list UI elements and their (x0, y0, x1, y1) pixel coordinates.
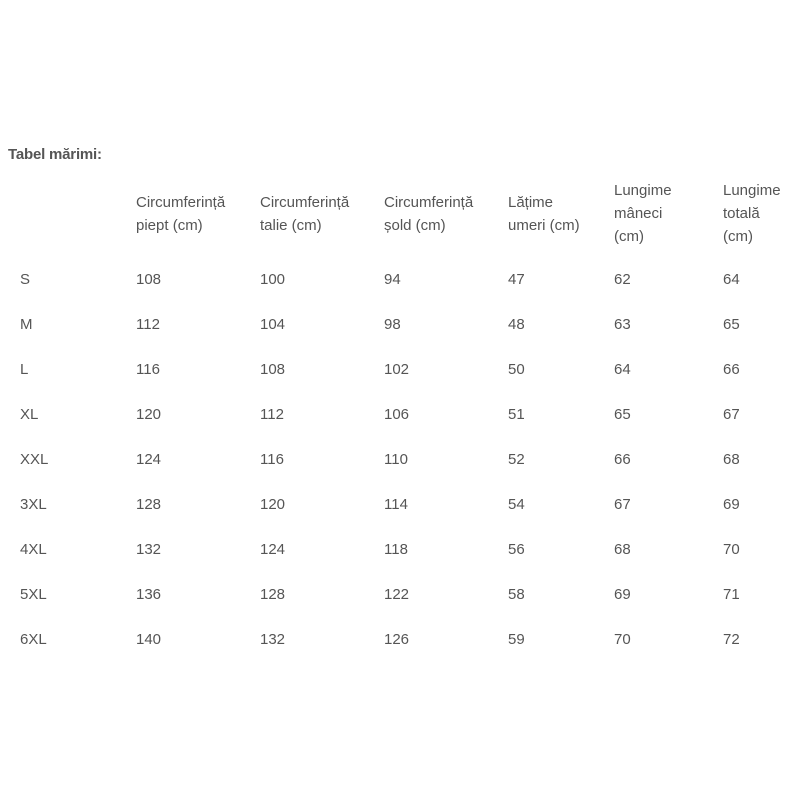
table-cell: 116 (136, 361, 160, 378)
column-header: Circumferință șold (cm) (384, 194, 474, 234)
table-cell: 140 (136, 631, 162, 648)
table-cell: 94 (384, 271, 401, 288)
table-cell: 98 (384, 316, 401, 333)
table-cell: 112 (260, 406, 284, 423)
table-cell: 122 (384, 586, 410, 603)
table-cell: 58 (508, 586, 525, 603)
table-cell: 116 (260, 451, 284, 468)
column-header: Lungime totală (cm) (723, 182, 781, 245)
column-header: Lățime umeri (cm) (508, 194, 580, 234)
size-label: L (20, 361, 29, 378)
table-cell: 65 (723, 316, 740, 333)
table-cell: 70 (723, 541, 740, 558)
table-cell: 104 (260, 316, 286, 333)
table-cell: 110 (384, 451, 408, 468)
size-label: 5XL (20, 586, 47, 603)
table-cell: 68 (723, 451, 740, 468)
column-header: Circumferință talie (cm) (260, 194, 350, 234)
table-cell: 47 (508, 271, 525, 288)
table-cell: 50 (508, 361, 525, 378)
size-label: M (20, 316, 33, 333)
size-label: 3XL (20, 496, 47, 513)
table-cell: 67 (614, 496, 631, 513)
table-cell: 63 (614, 316, 631, 333)
table-cell: 102 (384, 361, 410, 378)
table-cell: 48 (508, 316, 525, 333)
table-cell: 118 (384, 541, 408, 558)
table-cell: 65 (614, 406, 631, 423)
size-table-title: Tabel mărimi: (8, 146, 102, 163)
table-cell: 69 (723, 496, 740, 513)
table-cell: 128 (260, 586, 286, 603)
table-cell: 120 (260, 496, 286, 513)
table-cell: 71 (723, 586, 740, 603)
table-cell: 68 (614, 541, 631, 558)
column-header: Lungime mâneci (cm) (614, 182, 672, 245)
table-cell: 64 (614, 361, 631, 378)
table-cell: 124 (136, 451, 162, 468)
table-cell: 112 (136, 316, 160, 333)
table-cell: 67 (723, 406, 740, 423)
table-cell: 136 (136, 586, 162, 603)
table-cell: 126 (384, 631, 410, 648)
table-cell: 128 (136, 496, 162, 513)
table-cell: 51 (508, 406, 525, 423)
table-cell: 66 (723, 361, 740, 378)
table-cell: 132 (136, 541, 162, 558)
table-cell: 70 (614, 631, 631, 648)
table-cell: 120 (136, 406, 162, 423)
size-label: S (20, 271, 31, 288)
table-cell: 132 (260, 631, 286, 648)
table-cell: 59 (508, 631, 525, 648)
size-label: XXL (20, 451, 49, 468)
size-label: 4XL (20, 541, 47, 558)
table-cell: 108 (260, 361, 286, 378)
table-cell: 124 (260, 541, 286, 558)
table-cell: 114 (384, 496, 408, 513)
table-cell: 69 (614, 586, 631, 603)
table-cell: 64 (723, 271, 740, 288)
table-cell: 54 (508, 496, 525, 513)
table-cell: 108 (136, 271, 162, 288)
column-header: Circumferință piept (cm) (136, 194, 226, 234)
table-cell: 72 (723, 631, 740, 648)
table-cell: 100 (260, 271, 286, 288)
table-cell: 106 (384, 406, 410, 423)
table-cell: 66 (614, 451, 631, 468)
size-label: XL (20, 406, 39, 423)
size-label: 6XL (20, 631, 47, 648)
table-cell: 52 (508, 451, 525, 468)
table-cell: 56 (508, 541, 525, 558)
table-cell: 62 (614, 271, 631, 288)
